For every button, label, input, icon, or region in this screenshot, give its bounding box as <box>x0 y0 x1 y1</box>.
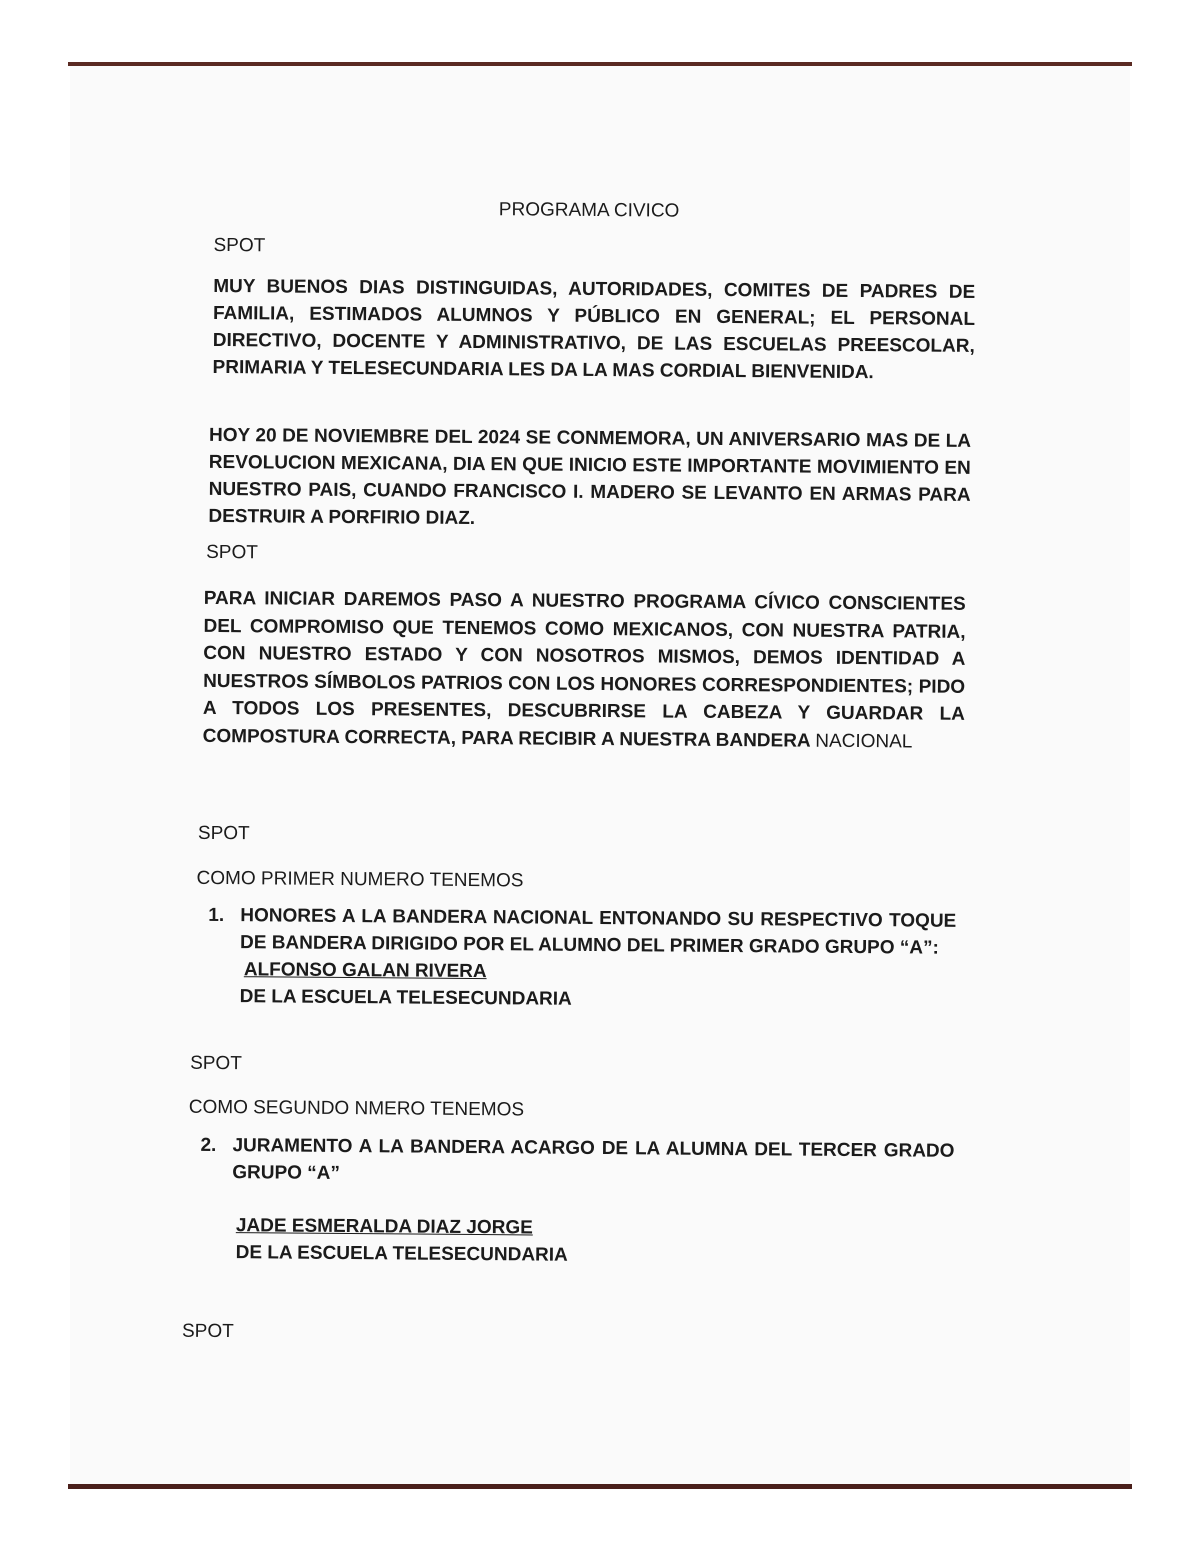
spot-label-4: SPOT <box>190 1052 242 1075</box>
program-item-1 <box>208 902 957 1016</box>
program-paragraph-bold: PARA INICIAR DAREMOS PASO A NUESTRO PROGRAMA CÍVICO CONSCIENTES DEL COMPROMISO QUE TENEMOS COMO MEXICANOS, CON NUESTRA PATRIA, CON NUESTRO ESTADO Y CON NOSOTROS MISMOS, DEMOS IDENTIDAD A NUESTROS SÍMBOLOS PATRIOS CON LOS HONORES CORRESPONDIENTES; PIDO A TODOS LOS PRESENTES, DESCUBRIRSE LA CABEZA Y GUARDAR LA COMPOSTURA CORRECTA, PARA RECIBIR A NUESTRA BANDERA <box>202 587 966 752</box>
program-item-2 <box>200 1132 955 1272</box>
welcome-paragraph: MUY BUENOS DIAS DISTINGUIDAS, AUTORIDADES, COMITES DE PADRES DE FAMILIA, ESTIMADOS ALUMNOS Y PÚBLICO EN GENERAL; EL PERSONAL DIRECTIVO, DOCENTE Y ADMINISTRATIVO, DE LAS ESCUELAS PREESCOLAR, PRIMARIA Y TELESECUNDARIA LES DA LA MAS CORDIAL BIENVENIDA. <box>212 275 976 384</box>
first-item-intro: COMO PRIMER NUMERO TENEMOS <box>196 867 524 892</box>
item-body <box>232 1132 955 1272</box>
spot-label-2: SPOT <box>206 541 258 564</box>
school-name: DE LA ESCUELA TELESECUNDARIA <box>239 986 572 1010</box>
item-text: HONORES A LA BANDERA NACIONAL ENTONANDO SU RESPECTIVO TOQUE DE BANDERA DIRIGIDO POR EL ALUMNO DEL PRIMER GRADO GRUPO “A”: <box>240 905 957 959</box>
spot-label-3: SPOT <box>197 822 250 845</box>
spot-label-5: SPOT <box>181 1320 234 1343</box>
student-name: ALFONSO GALAN RIVERA <box>243 959 487 983</box>
item-number: 1. <box>208 904 225 927</box>
program-paragraph-tail: NACIONAL <box>815 730 913 752</box>
item-number: 2. <box>200 1134 217 1157</box>
school-name: DE LA ESCUELA TELESECUNDARIA <box>235 1242 568 1266</box>
second-item-intro: COMO SEGUNDO NMERO TENEMOS <box>188 1096 525 1121</box>
student-name: JADE ESMERALDA DIAZ JORGE <box>235 1215 533 1239</box>
spot-label-1: SPOT <box>213 234 266 257</box>
commemoration-paragraph: HOY 20 DE NOVIEMBRE DEL 2024 SE CONMEMORA, UN ANIVERSARIO MAS DE LA REVOLUCION MEXICANA, DIA EN QUE INICIO ESTE IMPORTANTE MOVIMIENTO EN NUESTRO PAIS, CUANDO FRANCISCO I. MADERO SE LEVANTO EN ARMAS PARA DESTRUIR A PORFIRIO DIAZ. <box>208 424 972 530</box>
item-body <box>240 902 957 1016</box>
item-text: JURAMENTO A LA BANDERA ACARGO DE LA ALUMNA DEL TERCER GRADO GRUPO “A” <box>232 1135 955 1184</box>
program-paragraph <box>203 585 966 756</box>
document-title: PROGRAMA CIVICO <box>498 199 680 222</box>
